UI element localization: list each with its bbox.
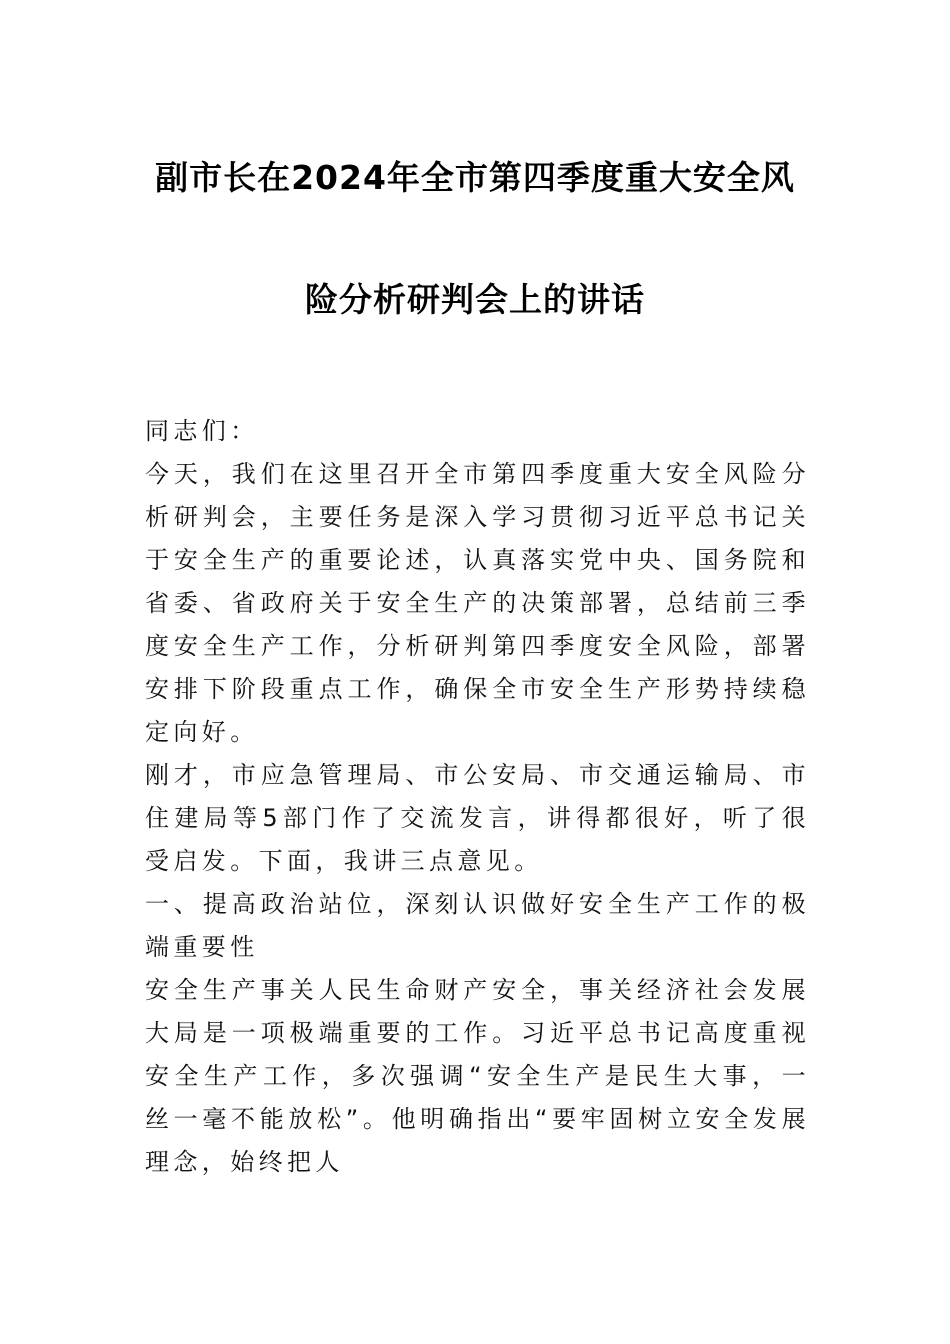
section-heading-1: 一、提高政治站位，深刻认识做好安全生产工作的极端重要性 bbox=[145, 890, 810, 961]
paragraph-remarks: 刚才，市应急管理局、市公安局、市交通运输局、市住建局等5部门作了交流发言，讲得都很好，听了很受启发。下面，我讲三点意见。 bbox=[145, 761, 810, 875]
greeting: 同志们： bbox=[145, 417, 259, 445]
document-body bbox=[145, 410, 810, 1184]
paragraph-opening: 今天，我们在这里召开全市第四季度重大安全风险分析研判会，主要任务是深入学习贯彻习近平总书记关于安全生产的重要论述，认真落实党中央、国务院和省委、省政府关于安全生产的决策部署，总结前三季度安全生产工作，分析研判第四季度安全风险，部署安排下阶段重点工作，确保全市安全生产形势持续稳定向好。 bbox=[145, 460, 810, 746]
document-title-line-1: 副市长在2024年全市第四季度重大安全风 bbox=[155, 158, 795, 197]
document-title-line-2: 险分析研判会上的讲话 bbox=[305, 280, 645, 319]
paragraph-section-1: 安全生产事关人民生命财产安全，事关经济社会发展大局是一项极端重要的工作。习近平总书记高度重视安全生产工作，多次强调“安全生产是民生大事，一丝一毫不能放松”。他明确指出“要牢固树立安全发展理念，始终把人 bbox=[145, 976, 810, 1176]
